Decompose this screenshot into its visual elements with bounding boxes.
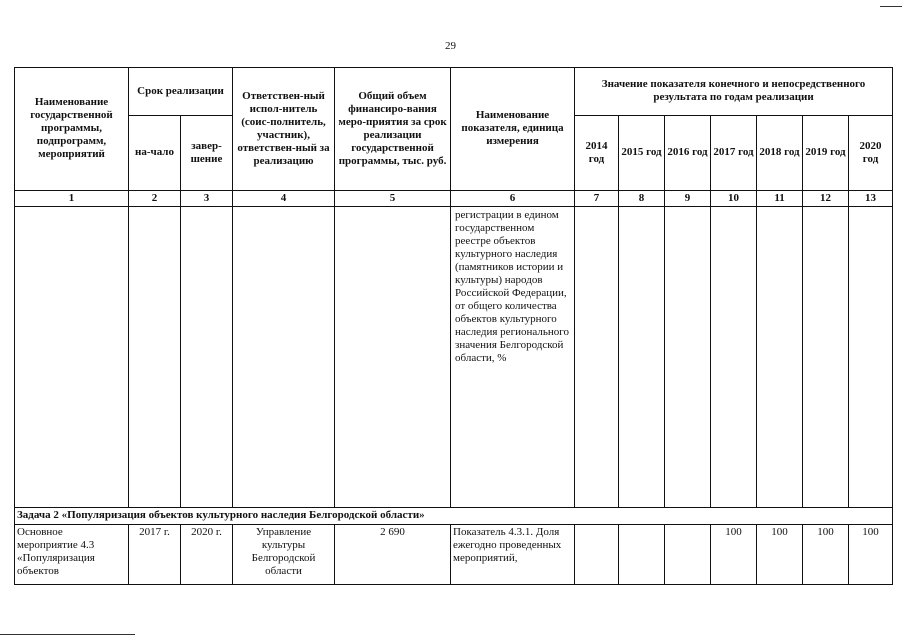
header-name: Наименование государственной программы, подпрограмм, мероприятий (15, 68, 129, 191)
column-number: 1 (15, 190, 129, 207)
header-year: 2020 год (849, 115, 893, 190)
column-number: 9 (665, 190, 711, 207)
activity-indicator: Показатель 4.3.1. Доля ежегодно проведенных мероприятий, (451, 524, 575, 584)
activity-value: 100 (803, 524, 849, 584)
cell-empty (575, 207, 619, 508)
cell-empty (129, 207, 181, 508)
column-number: 5 (335, 190, 451, 207)
cell-empty (619, 207, 665, 508)
header-period-start: на-чало (129, 115, 181, 190)
activity-start: 2017 г. (129, 524, 181, 584)
activity-value: 100 (757, 524, 803, 584)
task-row (15, 508, 893, 525)
activity-end: 2020 г. (181, 524, 233, 584)
cell-empty (335, 207, 451, 508)
program-table (14, 67, 893, 585)
activity-responsible: Управление культуры Белгородской области (233, 524, 335, 584)
column-number: 7 (575, 190, 619, 207)
continuation-indicator: регистрации в едином государственном реестре объектов культурного наследия (памятников истории и культуры) народов Российской Федерации, от общего количества объектов культурного наследия регионального значения Белгородской области, % (451, 207, 575, 508)
column-number: 12 (803, 190, 849, 207)
scan-edge-line (880, 6, 902, 7)
cell-empty (665, 207, 711, 508)
header-period-end: завер-шение (181, 115, 233, 190)
activity-name: Основное мероприятие 4.3 «Популяризация объектов (15, 524, 129, 584)
column-number: 6 (451, 190, 575, 207)
scan-edge-line (0, 634, 135, 635)
column-number: 13 (849, 190, 893, 207)
column-number: 2 (129, 190, 181, 207)
column-number: 11 (757, 190, 803, 207)
header-year: 2017 год (711, 115, 757, 190)
header-year: 2018 год (757, 115, 803, 190)
cell-empty (803, 207, 849, 508)
header-row-1 (15, 68, 893, 116)
header-period: Срок реализации (129, 68, 233, 116)
cell-empty (15, 207, 129, 508)
header-indicator: Наименование показателя, единица измерения (451, 68, 575, 191)
header-responsible: Ответствен-ный испол-нитель (соис-полнитель, участник), ответствен-ный за реализацию (233, 68, 335, 191)
continuation-row (15, 207, 893, 508)
page-number: 29 (445, 40, 456, 52)
activity-value: 100 (849, 524, 893, 584)
activity-value (575, 524, 619, 584)
column-number: 4 (233, 190, 335, 207)
header-year: 2016 год (665, 115, 711, 190)
header-year: 2014 год (575, 115, 619, 190)
header-values-group: Значение показателя конечного и непосредственного результата по годам реализации (575, 68, 893, 116)
column-number-row (15, 190, 893, 207)
cell-empty (711, 207, 757, 508)
task-title: Задача 2 «Популяризация объектов культурного наследия Белгородской области» (15, 508, 893, 525)
activity-value (665, 524, 711, 584)
column-number: 10 (711, 190, 757, 207)
activity-row (15, 524, 893, 584)
header-financing: Общий объем финансиро-вания меро-приятия за срок реализации государственной программы, тыс. руб. (335, 68, 451, 191)
cell-empty (757, 207, 803, 508)
cell-empty (181, 207, 233, 508)
cell-empty (233, 207, 335, 508)
activity-value (619, 524, 665, 584)
column-number: 3 (181, 190, 233, 207)
column-number: 8 (619, 190, 665, 207)
cell-empty (849, 207, 893, 508)
activity-value: 100 (711, 524, 757, 584)
header-year: 2015 год (619, 115, 665, 190)
activity-financing: 2 690 (335, 524, 451, 584)
header-year: 2019 год (803, 115, 849, 190)
